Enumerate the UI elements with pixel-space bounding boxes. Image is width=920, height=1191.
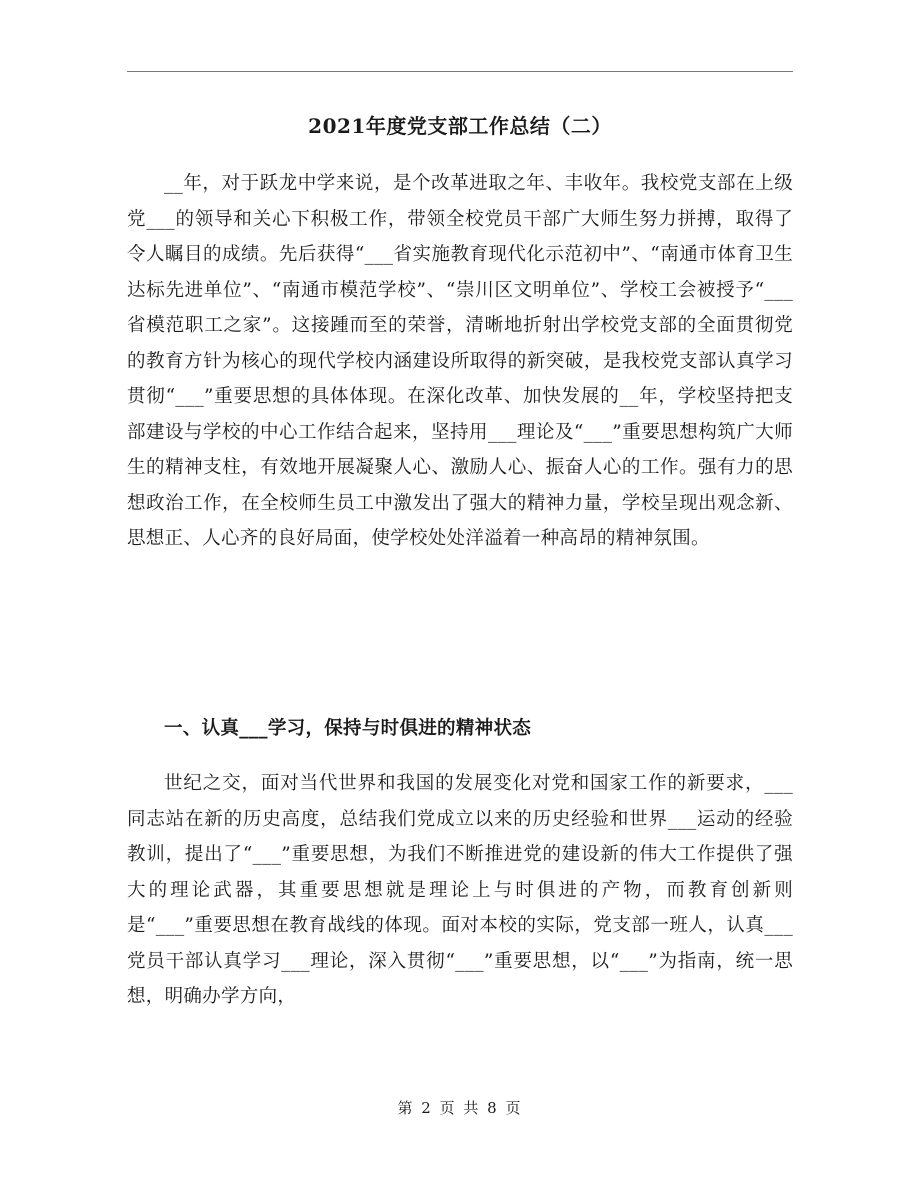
header-rule <box>127 71 793 72</box>
document-title: 2021年度党支部工作总结（二） <box>308 114 612 138</box>
body-paragraph-1: __年，对于跃龙中学来说，是个改革进取之年、丰收年。我校党支部在上级党___的领导和关心下积极工作，带领全校党员干部广大师生努力拼搏，取得了令人瞩目的成绩。先后获得“___省实施教育现代化示范初中”、“南通市体育卫生达标先进单位”、“南通市模范学校”、“崇川区文明单位”、学校工会被授予“___省模范职工之家”。这接踵而至的荣誉，清晰地折射出学校党支部的全面贯彻党的教育方针为核心的现代学校内涵建设所取得的新突破，是我校党支部认真学习贯彻“___”重要思想的具体体现。在深化改革、加快发展的__年，学校坚持把支部建设与学校的中心工作结合起来，坚持用___理论及“___”重要思想构筑广大师生的精神支柱，有效地开展凝聚人心、激励人心、振奋人心的工作。强有力的思想政治工作，在全校师生员工中激发出了强大的精神力量，学校呈现出观念新、思想正、人心齐的良好局面，使学校处处洋溢着一种高昂的精神氛围。 <box>127 173 793 549</box>
page-number-footer: 第 2 页 共 8 页 <box>397 1099 523 1117</box>
section-heading-1: 一、认真___学习，保持与时俱进的精神状态 <box>164 718 532 739</box>
body-paragraph-2: 世纪之交，面对当代世界和我国的发展变化对党和国家工作的新要求，___同志站在新的历史高度，总结我们党成立以来的历史经验和世界___运动的经验教训，提出了“___”重要思想，为我们不断推进党的建设新的伟大工作提供了强大的理论武器，其重要思想就是理论上与时俱进的产物，而教育创新则是“___”重要思想在教育战线的体现。面对本校的实际，党支部一班人，认真___党员干部认真学习___理论，深入贯彻“___”重要思想，以“___”为指南，统一思想，明确办学方向， <box>127 773 793 1007</box>
